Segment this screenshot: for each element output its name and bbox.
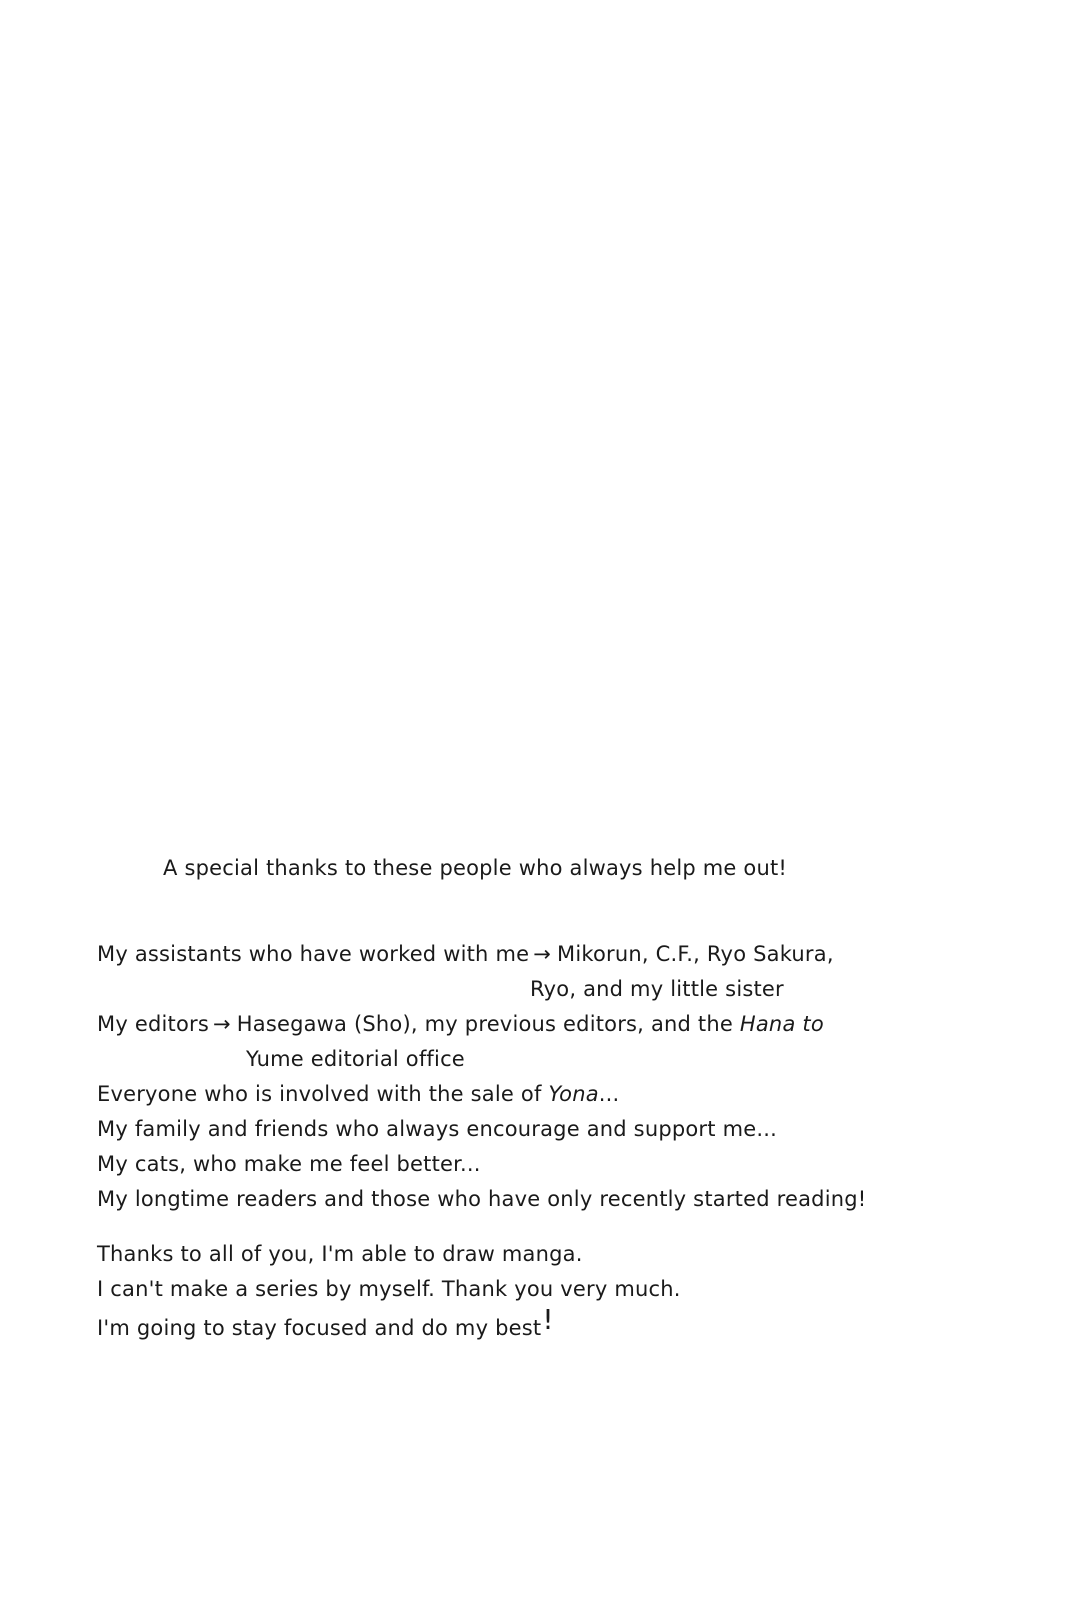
closing-line-1 bbox=[97, 1240, 583, 1268]
closing-line-3 bbox=[97, 1303, 554, 1342]
editors-names: Hasegawa (Sho), my previous editors, and the bbox=[236, 1012, 740, 1036]
family-credit bbox=[97, 1115, 777, 1143]
closing-line-2 bbox=[97, 1275, 681, 1303]
magazine-title-end: Yume bbox=[246, 1047, 304, 1071]
editorial-office: editorial office bbox=[303, 1047, 465, 1071]
editors-label: My editors bbox=[97, 1012, 209, 1036]
assistants-arrow: → bbox=[533, 942, 552, 966]
sale-text: Everyone who is involved with the sale of bbox=[97, 1082, 549, 1106]
editors-credit bbox=[97, 1010, 824, 1038]
assistants-names-continued bbox=[530, 975, 784, 1003]
magazine-title: Hana to bbox=[739, 1012, 824, 1036]
family-text: My family and friends who always encourage and support me... bbox=[97, 1117, 777, 1141]
cats-text: My cats, who make me feel better... bbox=[97, 1152, 481, 1176]
editors-names-continued bbox=[246, 1045, 465, 1073]
assistants-credit bbox=[97, 940, 834, 968]
thanks-heading-text: A special thanks to these people who always help me out! bbox=[163, 856, 788, 880]
thanks-heading bbox=[163, 854, 787, 882]
series-title: Yona bbox=[548, 1082, 599, 1106]
readers-credit bbox=[97, 1185, 866, 1213]
sale-ellipsis: ... bbox=[598, 1082, 620, 1106]
sale-credit bbox=[97, 1080, 619, 1108]
readers-text: My longtime readers and those who have only recently started reading! bbox=[97, 1187, 867, 1211]
cats-credit bbox=[97, 1150, 481, 1178]
assistants-names-line1: Mikorun, C.F., Ryo Sakura, bbox=[557, 942, 834, 966]
editors-arrow: → bbox=[212, 1012, 231, 1036]
closing-text-2: I can't make a series by myself. Thank you very much. bbox=[97, 1277, 681, 1301]
exclamation-mark: ! bbox=[542, 1303, 554, 1336]
closing-text-3: I'm going to stay focused and do my best bbox=[97, 1316, 542, 1340]
assistants-label: My assistants who have worked with me bbox=[97, 942, 530, 966]
closing-text-1: Thanks to all of you, I'm able to draw manga. bbox=[97, 1242, 583, 1266]
assistants-names-line2: Ryo, and my little sister bbox=[530, 977, 784, 1001]
